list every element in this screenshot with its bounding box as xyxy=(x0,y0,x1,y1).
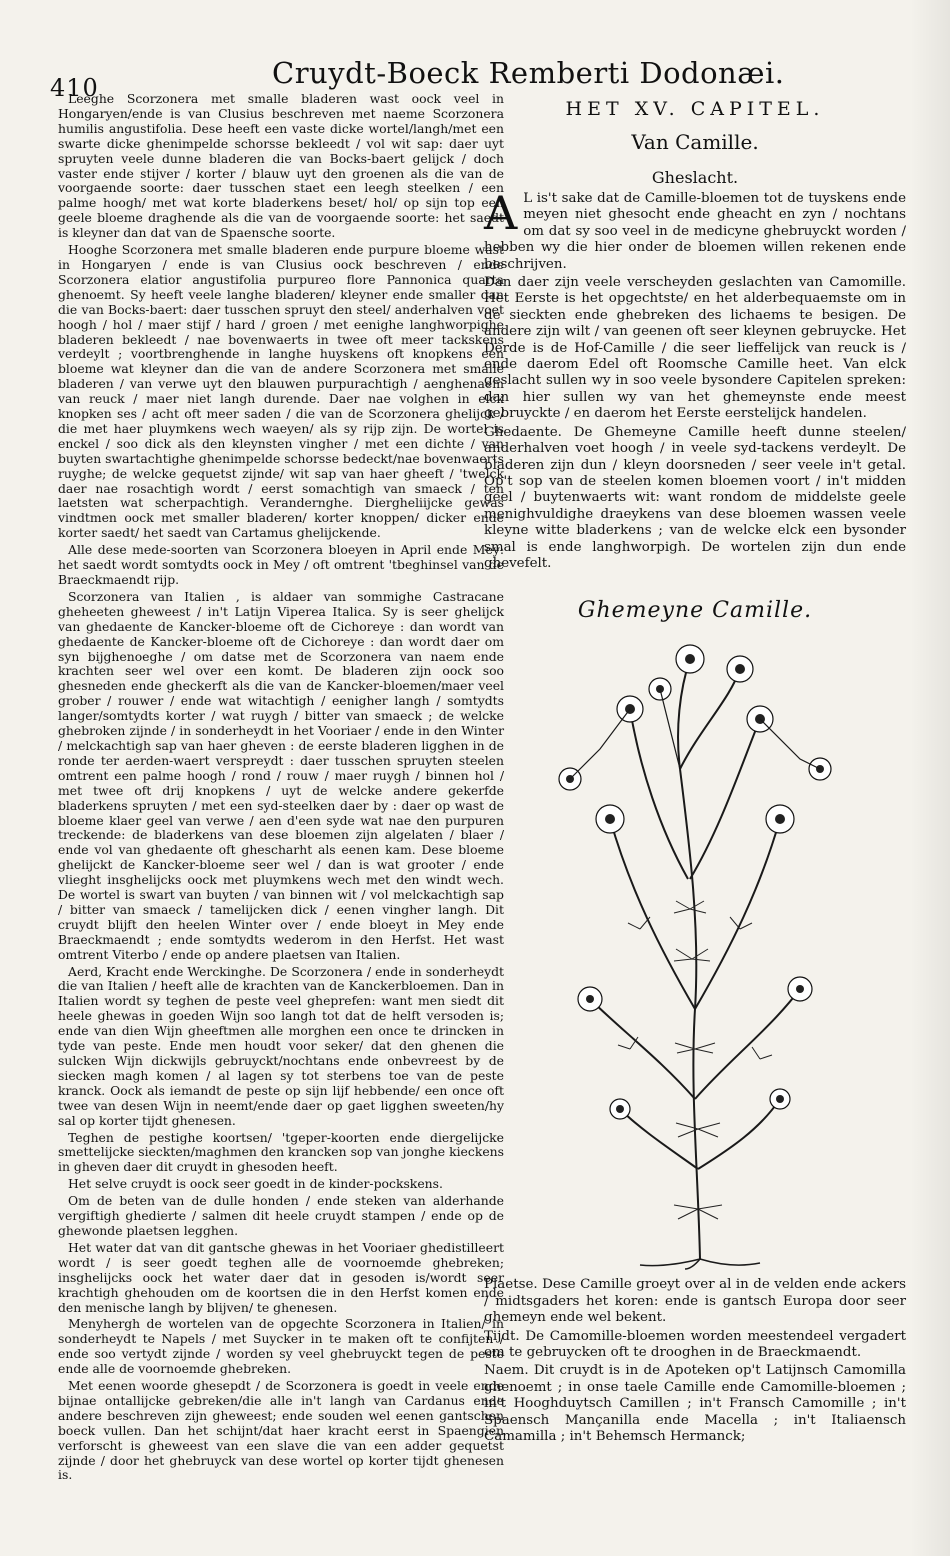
name-paragraph: Naem. Dit cruydt is in de Apoteken op't Latijnsch Camomilla ghenoemt ; in onse taele Camille ende Camomille-bloemen ; in't Hooghduytsch Camillen ; in't Fransch Camomille ; in't Spaensch Mançanilla ende Macella ; in't Italiaensch Camamilla ; in't Behemsch Hermanck; xyxy=(484,1363,906,1444)
genera-paragraph: Dan daer zijn veele verscheyden geslachten van Camomille. Het Eerste is het opgechtste/ en het alderbequaemste om in de sieckten ende ghebreken des lichaems te besigen. De andere zijn wilt / van geenen oft seer kleynen gebruycke. Het Derde is de Hof-Camille / die seer lieffelijck van reuck is / ende daerom Edel oft Roomsche Camille heet. Van elck geslacht sullen wy in soo veele bysondere Capitelen spreken: dan hier sullen wy van het ghemeynste ende meest gebruyckte / en daerom het Eerste eerstelijck handelen. xyxy=(484,275,906,422)
left-paragraph: Om de beten van de dulle honden / ende steken van alderhande vergiftigh ghedierte / salmen dit heele cruydt stampen / ende op de ghewonde plaetsen legghen. xyxy=(58,1193,504,1238)
chapter-number: HET XV. CAPITEL. xyxy=(565,98,825,120)
left-paragraph: Teghen de pestighe koortsen/ 'tgeper-koorten ende diergelijcke smettelijcke sieckten/maghmen den krancken sop van jonghe kieckens in gheven daer dit cruydt in ghesoden heeft. xyxy=(58,1129,504,1175)
left-paragraph: Met eenen woorde ghesepdt / de Scorzonera is goedt in veele ende bijnae ontallijcke gebreken/die alle in't langh van Cardanus ende andere beschreven zijn gheweest; ende souden wel eenen gantschen boeck vullen. Dan het schijnt/dat haer kracht eerst in Spaengien verforscht is gheweest van een slave die van een adder gequetst zijnde / door het ghebruyck van dese wortel op korter tijdt ghenesen is. xyxy=(58,1378,504,1483)
right-column xyxy=(484,96,906,1476)
chapter-title: Van Camille. xyxy=(631,130,759,154)
chamomile-plant-illustration xyxy=(530,629,860,1269)
left-paragraph: Leeghe Scorzonera met smalle bladeren wast oock veel in Hongaryen/ende is van Clusius beschreven met naeme Scorzonera humilis angustifolia. Dese heeft een vaste dicke wortel/langh/met een swarte dicke ghenimpelde schorsse bekleedt / vol wit sap: daer uyt spruyten veele dunne bladeren die van Bocks-baert gelijck / doch vaster ende stijver / korter / blauw uyt den groenen als die van de voorgaende soorte: daer tusschen staet een leegh steelken / een palme hoogh/ met wat korte bladerkens beset/ hol/ op sijn top een geele bloeme draghende als die van de voorgaende soorte: het saedt is kleyner dan dat van de Spaensche soorte. xyxy=(58,91,504,241)
left-paragraph: Scorzonera van Italien , is aldaer van sommighe Castracane gheheeten gheweest / in't Latijn Viperea Italica. Sy is seer ghelijck van ghedaente de Kancker-bloeme oft de Cichoreye : dan wordt van ghedaente de Kancker-bloeme oft de Cichoreye : dan wordt daer om syn bijghenoeghe / om datse met de Scorzonera van naem ende krachten seer wel over een komt. De bladeren zijn oock soo ghesneden ende gheckerft als die van de Kancker-bloemen/maer veel grober / rouwer / ende wat witachtigh / eenigher langh / somtydts langer/somtydts korter / wat ruygh / bitter van smaeck ; de welcke ghebroken zijnde / in sonderheydt in het Vooriaer / ende in den Winter / melckachtigh sap van haer gheven : de eerste bladeren ligghen in de ronde ter aerden-waert verspreydt : daer tusschen spruyten steelen omtrent een palme hoogh / rond / rouw / maer ruygh / binnen hol / met twee oft drij knopkens / uyt de welcke andere gekerfde bladerkens spruyten / met een syd-steelken daer by : daer op wast de bloeme klaer geel van verwe / aen d'een syde wat nae den purpuren treckende: de bladerkens van dese bloemen zijn algelaten / blaer / ende vol van ghedaente oft ghescharht als eenen kam. Dese bloeme ghelijckt de Kancker-bloeme seer wel / dan is wat grooter / ende vlieght insghelijcks oock met pluymkens wech met den windt wech. De wortel is swart van buyten / van binnen wit / vol melckachtigh sap / bitter van smaeck / tamelijcken dick / eenen vingher langh. Dit cruydt blijft den heelen Winter over / ende bloeyt in Mey ende Braeckmaendt ; ende somtydts wederom in den Herfst. Het wast omtrent Viterbo / ende op andere plaetsen van Italien. xyxy=(58,588,504,962)
page-number: 410 xyxy=(50,74,99,102)
left-column xyxy=(58,91,504,1483)
running-title: Cruydt-Boeck Remberti Dodonæi. xyxy=(272,56,785,90)
drop-cap: A xyxy=(484,186,518,240)
page-edge-shadow xyxy=(910,0,950,1556)
description-paragraph: Ghedaente. De Ghemeyne Camille heeft dunne steelen/ anderhalven voet hoogh / in veele syd-tackens verdeylt. De bladeren zijn dun / kleyn doorsneden / seer veele in't getal. Op't sop van de steelen komen bloemen voort / in't midden geel / buytenwaerts wit: want rondom de middelste geele menighvuldighe draeykens van dese bloemen wassen veele kleyne witte bladerkens ; van de welcke elck een bysonder smal is ende langhworpigh. De wortelen zijn dun ende ghevefelt. xyxy=(484,424,906,571)
time-paragraph: Tijdt. De Camomille-bloemen worden meestendeel vergadert om te gebruycken oft te drooghen in de Braeckmaendt. xyxy=(484,1328,906,1360)
place-paragraph: Plaetse. Dese Camille groeyt over al in de velden ende ackers / midtsgaders het koren: ende is gantsch Europa door seer ghemeyn ende wel bekent. xyxy=(484,1277,906,1326)
section-heading: Gheslacht. xyxy=(651,168,739,187)
left-paragraph: Aerd, Kracht ende Werckinghe. De Scorzonera / ende in sonderheydt die van Italien / heeft alle de krachten van de Kanckerbloemen. Dan in Italien wordt sy teghen de peste veel gheprefen: want men siedt dit heele ghewas in goeden Wijn soo langh tot dat de helft versoden is; ende van dien Wijn gheeftmen alle morghen een once te drincken in tyde van peste. Ende men houdt voor seker/ dat den ghenen die sulcken Wijn dickwijls gebruyckt/nochtans ende onbevreest by de siecken magh komen / al lagen sy tot sterbens toe van de peste kranck. Oock als iemandt de peste op sijn lijf hebbende/ een once oft twee van desen Wijn in neemt/ende daer op gaet ligghen sweeten/hy sal op korter tijdt ghenesen. xyxy=(58,963,504,1128)
left-paragraph: Menyhergh de wortelen van de opgechte Scorzonera in Italien/ in sonderheydt te Napels / met Suycker in te maken oft te confijten / ende soo vertydt zijnde / worden sy veel ghebruyckt tegen de peste ende alle de voornoemde ghebreken. xyxy=(58,1316,504,1377)
left-paragraph: Het water dat van dit gantsche ghewas in het Vooriaer ghedistilleert wordt / is seer goedt teghen alle de voornoemde ghebreken; insghelijcks oock het water daer dat in gesoden is/wordt seer krachtigh ghehouden om de koortsen die in den Herfst komen ende den menische langh by blijven/ te ghenesen. xyxy=(58,1239,504,1315)
left-paragraph: Het selve cruydt is oock seer goedt in de kinder-pockskens. xyxy=(68,1176,443,1192)
bottom-text-block xyxy=(484,1277,906,1445)
intro-block xyxy=(484,186,906,572)
illustration-caption: Ghemeyne Camille. xyxy=(577,598,813,624)
intro-text: L is't sake dat de Camille-bloemen tot de tuyskens ende meyen niet ghesocht ende gheacht en zyn / nochtans om dat sy soo veel in de medicyne ghebruyckt worden / hebben wy die hier onder de bloemen willen rekenen ende beschrijven. xyxy=(484,191,906,272)
left-paragraph: Alle dese mede-soorten van Scorzonera bloeyen in April ende Mey: het saedt wordt somtydts oock in Mey / oft omtrent 'tbeghinsel van de Braeckmaendt rijp. xyxy=(58,542,504,587)
left-paragraph: Hooghe Scorzonera met smalle bladeren ende purpure bloeme wast in Hongaryen / ende is van Clusius oock beschreven / ende Scorzonera elatior angustifolia purpureo flore Pannonica quarta ghenoemt. Sy heeft veele langhe bladeren/ kleyner ende smaller dan die van Bocks-baert: daer tusschen spruyt den steel/ anderhalven voet hoogh / hol / maer stijf / hard / groen / met eenighe langhworpighe bladeren bekleedt / nae bovenwaerts in twee oft meer tackskens verdeylt ; voortbrenghende in langhe huyskens oft knopkens een bloeme wat kleyner dan die van de andere Scorzonera met smalle bladeren / van verwe uyt den blauwen purpurachtigh / aenghenaem van reuck / maer niet langh durende. Daer nae volghen in elck knopken ses / acht oft meer saden / die van de Scorzonera ghelijck / die met haer pluymkens wech waeyen/ als sy rijp zijn. De wortel is enckel / soo dick als den kleynsten vingher / met een dichte / van buyten swartachtighe ghenimpelde schorsse bedeckt/nae bovenwaerts ruyghe; de welcke gequetst zijnde/ wit sap van haer gheeft / 'twelck daer nae rosachtigh wordt / eerst somachtigh van smaeck / ten laetsten wat scherpachtigh. Verandernghe. Diergheliijcke gewas vindtmen oock met smaller bladeren/ korter knoppen/ dicker ende korter saedt/ het saedt van Cartamus ghelijckende. xyxy=(58,242,504,541)
flower-heads xyxy=(559,645,831,1119)
